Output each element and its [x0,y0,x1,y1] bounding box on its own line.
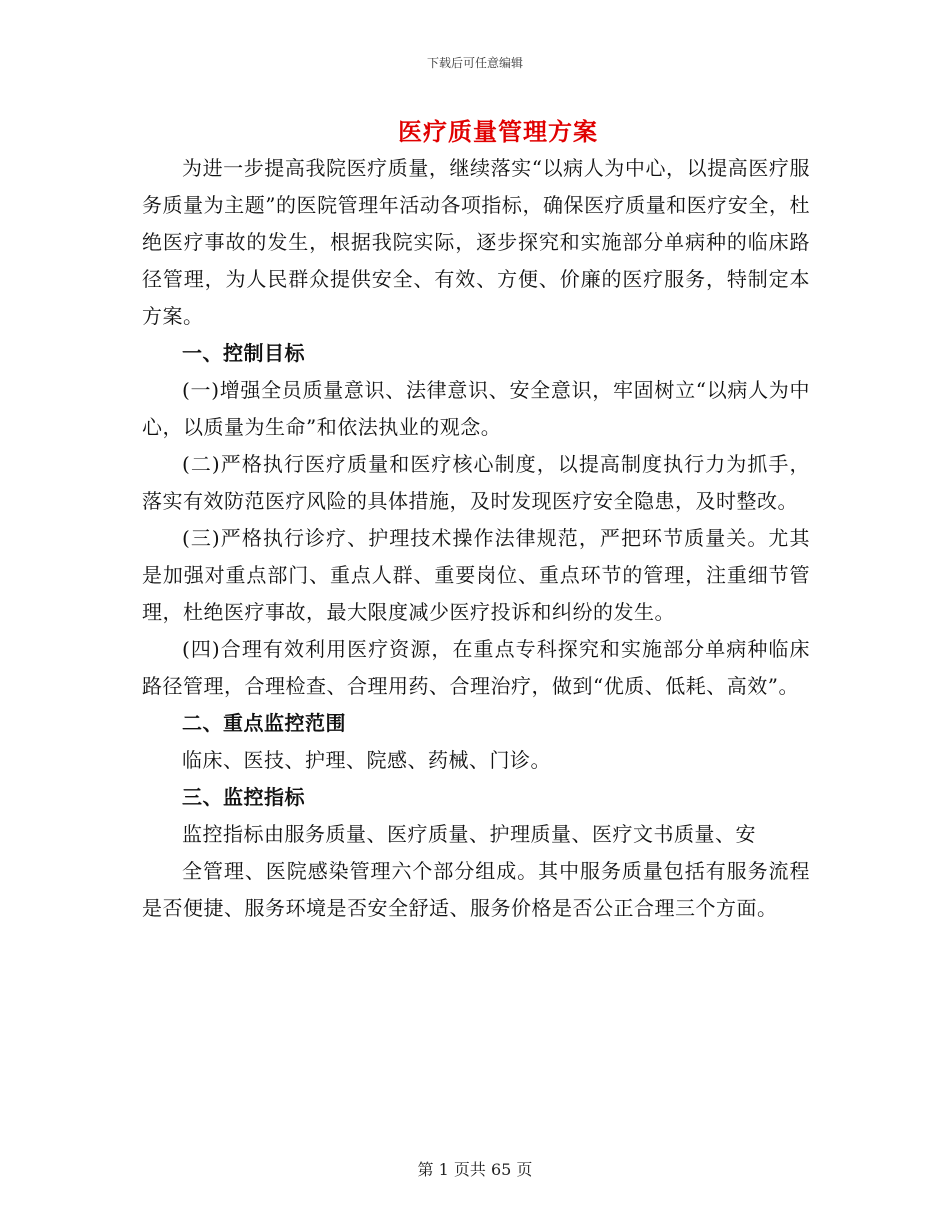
monitoring-indicators-text: 全管理、医院感染管理六个部分组成。其中服务质量包括有服务流程是否便捷、服务环境是否安全舒适、服务价格是否公正合理三个方面。 [142,859,810,920]
monitoring-indicators-lead: 监控指标由服务质量、医疗质量、护理质量、医疗文书质量、安 [182,822,756,846]
list-item: (四)合理有效利用医疗资源，在重点专科探究和实施部分单病种临床路径管理，合理检查、合理用药、合理治疗，做到“优质、低耗、高效”。 [142,637,810,698]
list-item: (二)严格执行医疗质量和医疗核心制度，以提高制度执行力为抓手，落实有效防范医疗风险的具体措施，及时发现医疗安全隐患，及时整改。 [142,452,810,513]
page-number: 第 1 页共 65 页 [417,1160,533,1179]
monitoring-scope-text: 临床、医技、护理、院感、药械、门诊。 [182,748,551,772]
document-title: 医疗质量管理方案 [398,117,598,146]
list-item: (三)严格执行诊疗、护理技术操作法律规范，严把环节质量关。尤其是加强对重点部门、重点人群、重要岗位、重点环节的管理，注重细节管理，杜绝医疗事故，最大限度减少医疗投诉和纠纷的发生。 [142,526,810,624]
list-item: (一)增强全员质量意识、法律意识、安全意识，牢固树立“以病人为中心，以质量为生命”和依法执业的观念。 [142,378,810,439]
page-header-note: 下载后可任意编辑 [426,56,523,70]
document-body [142,150,810,927]
section-heading-monitoring-indicators: 三、监控指标 [182,785,305,809]
section-heading-control-goals: 一、控制目标 [182,341,305,365]
intro-paragraph: 为进一步提高我院医疗质量，继续落实“以病人为中心，以提高医疗服务质量为主题”的医院管理年活动各项指标，确保医疗质量和医疗安全，杜绝医疗事故的发生，根据我院实际，逐步探究和实施部分单病种的临床路径管理，为人民群众提供安全、有效、方便、价廉的医疗服务，特制定本方案。 [142,156,810,328]
section-heading-monitoring-scope: 二、重点监控范围 [182,711,346,735]
